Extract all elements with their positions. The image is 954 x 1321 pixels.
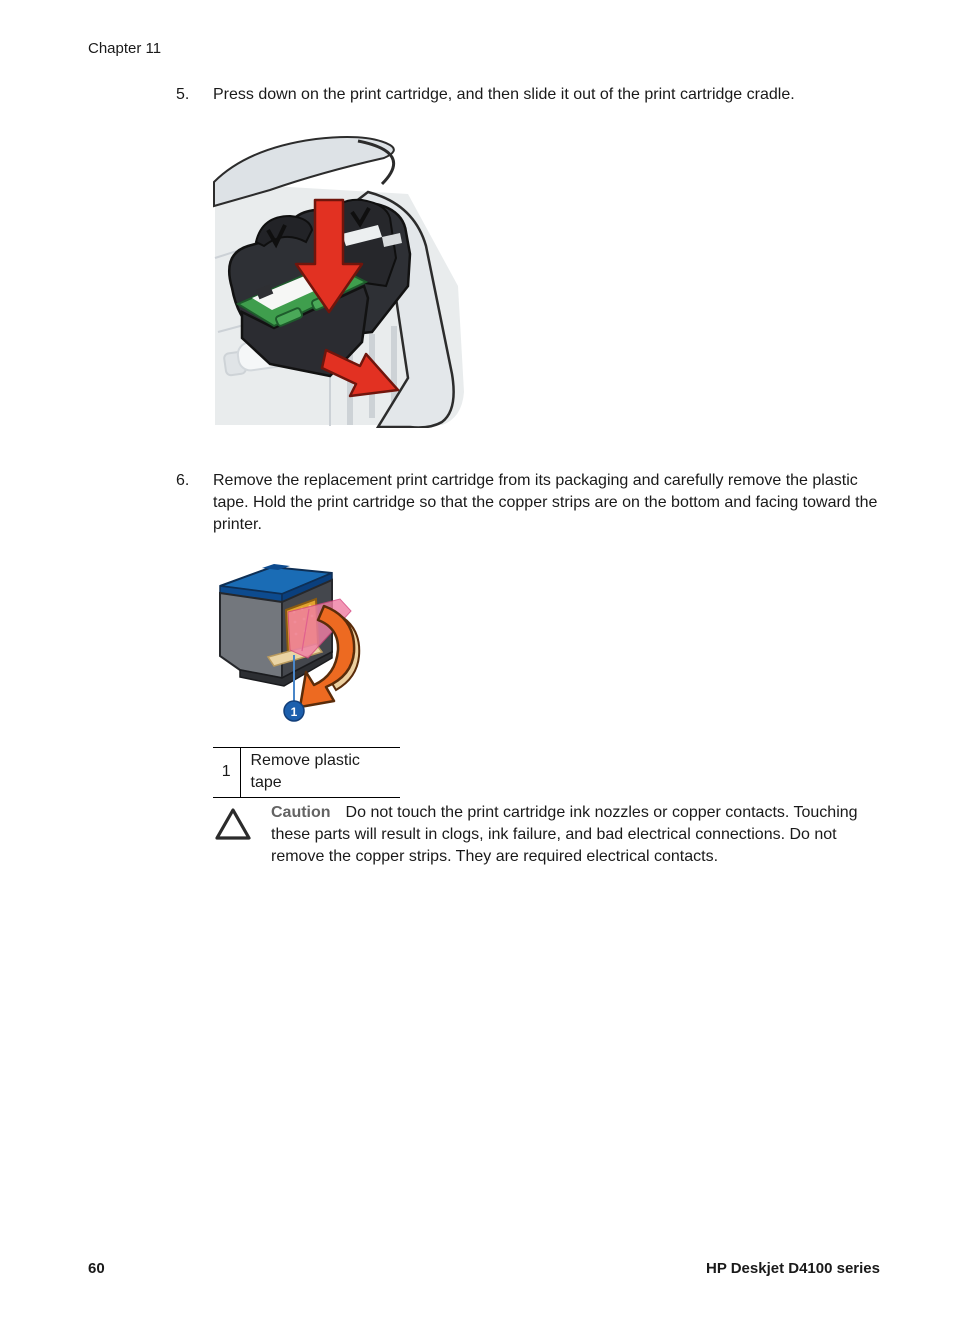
page-footer <box>88 1258 880 1280</box>
tape-removal-figure <box>212 560 362 727</box>
table-row <box>213 748 400 798</box>
callout-1-number: 1 <box>290 705 298 719</box>
caution-text <box>271 802 879 867</box>
legend-number-cell: 1 <box>213 748 240 798</box>
figure-legend-table <box>213 747 400 798</box>
step-5-text: Press down on the print cartridge, and then slide it out of the print cartridge cradle. <box>213 86 795 103</box>
chapter-header: Chapter 11 <box>88 40 162 57</box>
cartridge-removal-figure <box>212 136 478 428</box>
caution-body: Do not touch the print cartridge ink nozzles or copper contacts. Touching these parts will result in clogs, ink failure, and bad electrical connections. Do not remove the copper strips. They are required electrical contacts. <box>271 804 858 865</box>
warning-triangle-icon <box>214 807 252 841</box>
legend-label-cell: Remove plastic tape <box>240 748 400 798</box>
step-6-text: Remove the replacement print cartridge from its packaging and carefully remove the plastic tape. Hold the print cartridge so that the copper strips are on the bottom and facing toward the printer. <box>213 472 878 533</box>
doc-title: HP Deskjet D4100 series <box>705 1260 880 1277</box>
printer-cradle-illustration <box>212 136 478 428</box>
print-cartridge-tape-illustration <box>212 560 362 727</box>
page-number: 60 <box>88 1260 105 1277</box>
step-6-number: 6. <box>176 472 190 489</box>
step-5-number: 5. <box>176 86 190 103</box>
caution-label: Caution <box>271 804 331 821</box>
